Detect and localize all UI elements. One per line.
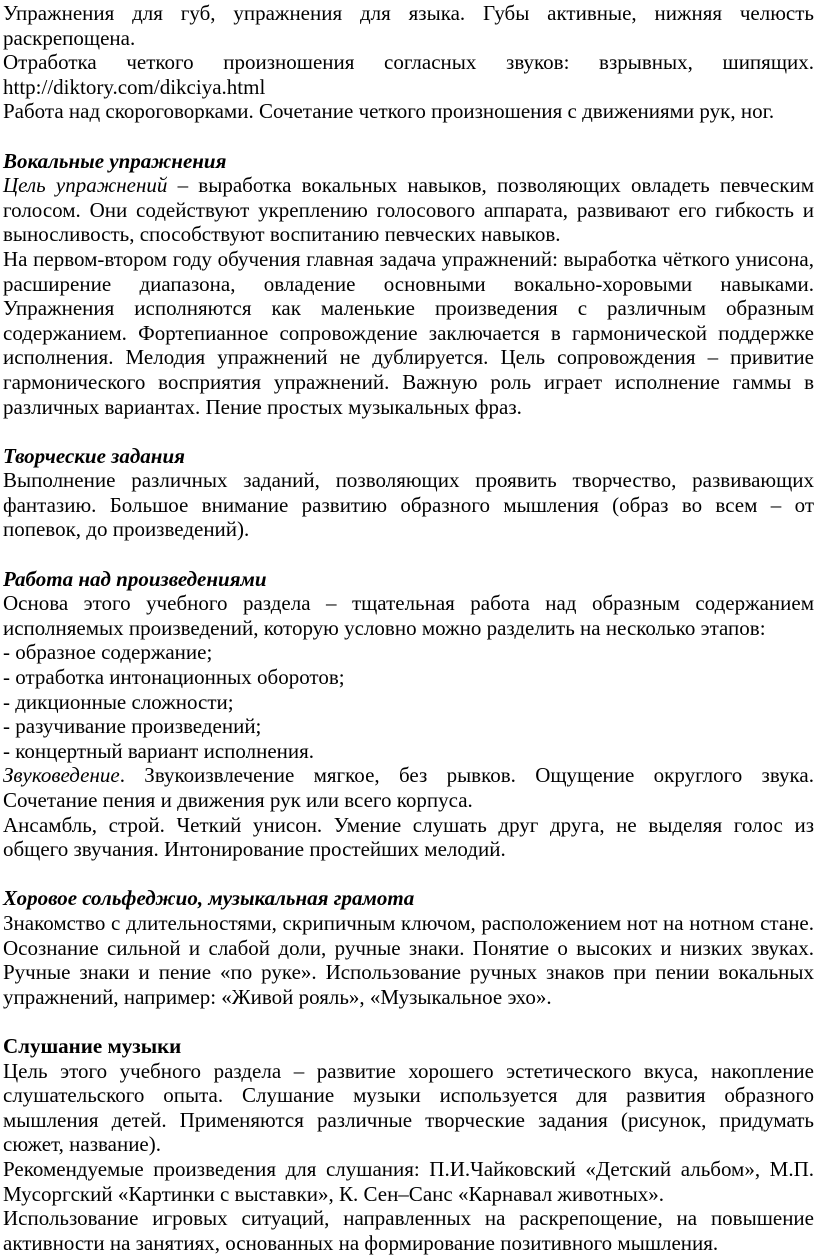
text-run: - образное содержание; [3, 640, 213, 665]
text-run: Ансамбль, строй. Четкий унисон. Умение слушать друг друга, не выделяя голос из общего звучания. Интонирование простейших мелодий. [3, 812, 814, 862]
document-body [3, 1, 814, 1255]
list-item-intonation-turns [3, 665, 814, 690]
paragraph-listening-goal [3, 1059, 814, 1157]
text-run: Упражнения для губ, упражнения для языка. Губы активные, нижняя челюсть раскрепощена. [3, 1, 814, 50]
blank-line [3, 1009, 814, 1034]
paragraph-tongue-twisters [3, 99, 814, 124]
paragraph-consonant-pronunciation [3, 50, 814, 99]
text-run: Звуковедение [3, 763, 120, 788]
text-run: Творческие задания [3, 443, 185, 468]
text-run: Использование игровых ситуаций, направленных на раскрепощение, на повышение активности на занятиях, основанных на формирование позитивного мышления. [3, 1206, 814, 1255]
paragraph-solfeggio-body [3, 911, 814, 1009]
paragraph-ensemble-unison [3, 813, 814, 862]
paragraph-game-situations [3, 1206, 814, 1255]
heading-choral-solfeggio [3, 886, 814, 911]
paragraph-sound-leading [3, 763, 814, 812]
text-run: Отработка четкого произношения согласных звуков: взрывных, шипящих. [3, 50, 814, 75]
paragraph-recommended-works [3, 1157, 814, 1206]
blank-line [3, 862, 814, 887]
text-run: Слушание музыки [3, 1033, 182, 1058]
text-run: Цель упражнений [3, 173, 168, 198]
text-run: Работа над произведениями [3, 566, 267, 591]
text-run: - концертный вариант исполнения. [3, 738, 315, 763]
paragraph-exercise-goal [3, 173, 814, 247]
text-run: Рекомендуемые произведения для слушания: П.И.Чайковский «Детский альбом», М.П. Мусоргский «Картинки с выставки», К. Сен–Санс «Карнавал животных». [3, 1156, 814, 1206]
heading-music-listening [3, 1034, 814, 1059]
text-run: Цель этого учебного раздела – развитие хорошего эстетического вкуса, накопление слушательского опыта. Слушание музыки используется для развития образного мышления детей. Применяются различные творческие задания (рисунок, придумать сюжет, название). [3, 1058, 814, 1157]
paragraph-creative-tasks-body [3, 468, 814, 542]
heading-creative-tasks [3, 444, 814, 469]
heading-work-on-pieces [3, 567, 814, 592]
text-run: На первом-втором году обучения главная задача упражнений: выработка чёткого унисона, расширение диапазона, овладение основными вокально-хоровыми навыками. Упражнения исполняются как маленькие произведения с различным образным содержанием. Фортепианное сопровождение заключается в гармонической поддержке исполнения. Мелодия упражнений не дублируется. Цель сопровождения – привитие гармонического восприятия упражнений. Важную роль играет исполнение гаммы в различных вариантах. Пение простых музыкальных фраз. [3, 246, 814, 419]
list-item-learning-pieces [3, 714, 814, 739]
paragraph-work-stages-intro [3, 591, 814, 640]
list-item-diction-difficulties [3, 690, 814, 715]
text-run: . Звукоизвлечение мягкое, без рывков. Ощущение округлого звука. Сочетание пения и движения рук или всего корпуса. [3, 763, 814, 812]
text-run: Знакомство с длительностями, скрипичным ключом, расположением нот на нотном стане. Осознание сильной и слабой доли, ручные знаки. Понятие о высоких и низких звуках. Ручные знаки и пение «по руке». Использование ручных знаков при пении вокальных упражнений, например: «Живой рояль», «Музыкальное эхо». [3, 910, 814, 1009]
list-item-figurative-content [3, 640, 814, 665]
paragraph-lip-tongue-exercises [3, 1, 814, 50]
text-run: Работа над скороговорками. Сочетание четкого произношения с движениями рук, ног. [3, 99, 775, 124]
text-run: - отработка интонационных оборотов; [3, 665, 345, 690]
list-item-concert-version [3, 739, 814, 764]
heading-vocal-exercises [3, 149, 814, 174]
text-run: - дикционные сложности; [3, 689, 234, 714]
text-run: Выполнение различных заданий, позволяющих проявить творчество, развивающих фантазию. Большое внимание развитию образного мышления (образ во всем – от попевок, до произведений). [3, 468, 814, 542]
blank-line [3, 542, 814, 567]
text-run: Вокальные упражнения [3, 148, 227, 173]
url-text: http://diktory.com/dikciya.html [3, 74, 266, 99]
text-run: Хоровое сольфеджио, музыкальная грамота [3, 886, 415, 911]
text-run: - разучивание произведений; [3, 714, 262, 739]
paragraph-first-second-year-tasks [3, 247, 814, 419]
blank-line [3, 419, 814, 444]
blank-line [3, 124, 814, 149]
text-run: – выработка вокальных навыков, позволяющих овладеть певческим голосом. Они содействуют укреплению голосового аппарата, развивают его гибкость и выносливость, способствуют воспитанию певческих навыков. [3, 173, 814, 247]
text-run: Основа этого учебного раздела – тщательная работа над образным содержанием исполняемых произведений, которую условно можно разделить на несколько этапов: [3, 591, 814, 640]
